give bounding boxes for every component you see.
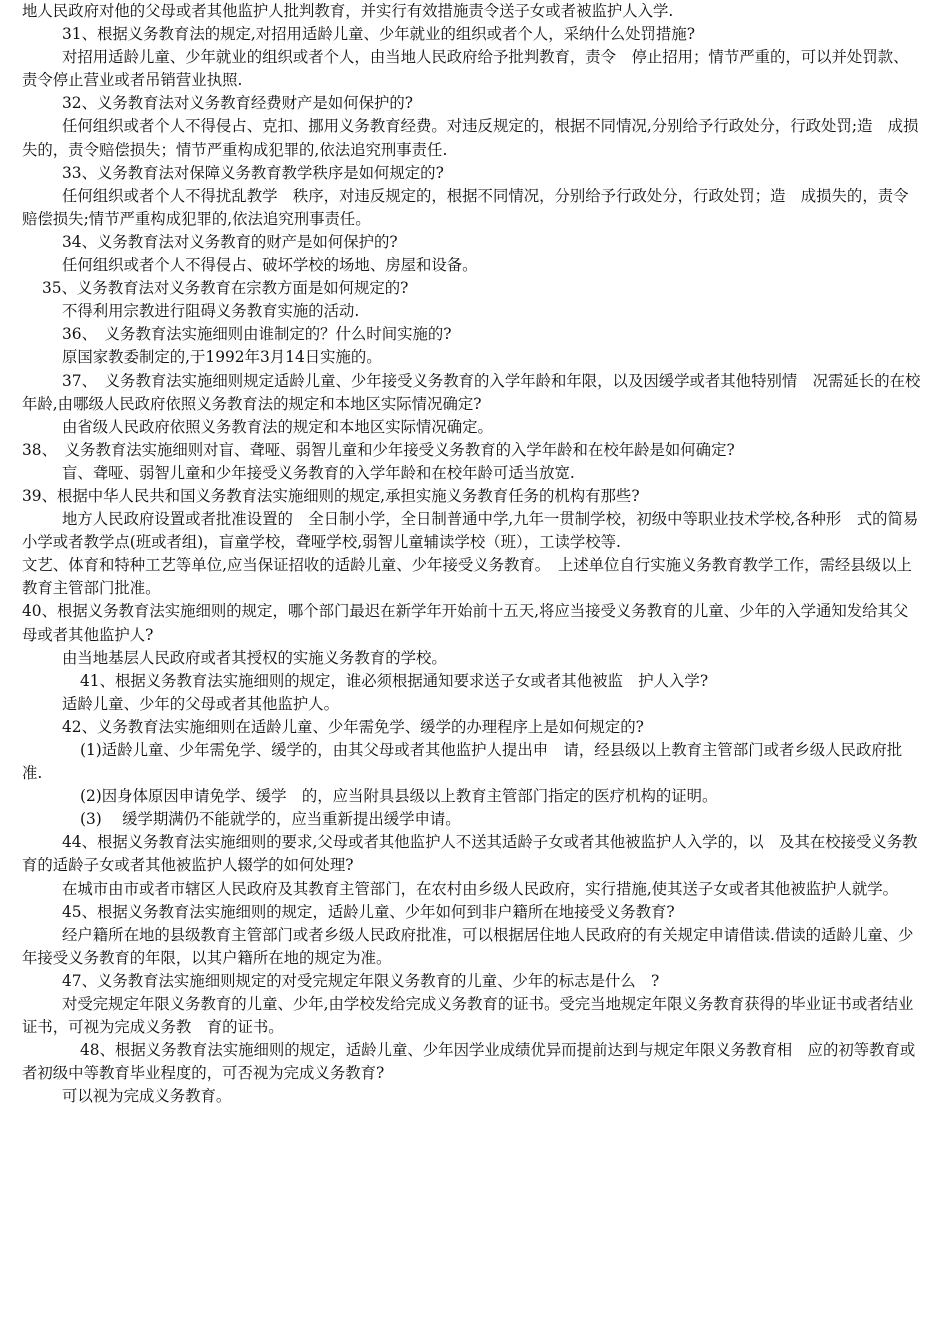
paragraph: 39、根据中华人民共和国义务教育法实施细则的规定,承担实施义务教育任务的机构有那些?	[22, 486, 640, 505]
paragraph: 40、根据义务教育法实施细则的规定，哪个部门最迟在新学年开始前十五天,将应当接受义务教育的儿童、少年的入学通知发给其父母或者其他监护人?	[22, 602, 909, 644]
paragraph: 31、根据义务教育法的规定,对招用适龄儿童、少年就业的组织或者个人，采纳什么处罚措施?	[62, 25, 695, 44]
paragraph: 在城市由市或者市辖区人民政府及其教育主管部门，在农村由乡级人民政府，实行措施,使其送子女或者其他被监护人就学。	[62, 879, 898, 898]
paragraph: 35、义务教育法对义务教育在宗教方面是如何规定的?	[42, 279, 409, 298]
paragraph: 34、义务教育法对义务教育的财产是如何保护的?	[62, 232, 398, 251]
paragraph: 48、根据义务教育法实施细则的规定，适龄儿童、少年因学业成绩优异而提前达到与规定年限义务教育相 应的初等教育或者初级中等教育毕业程度的，可否视为完成义务教育?	[22, 1041, 916, 1083]
paragraph: 任何组织或者个人不得扰乱教学 秩序，对违反规定的，根据不同情况，分别给予行政处分，行政处罚；造 成损失的，责令赔偿损失;情节严重构成犯罪的,依法追究刑事责任。	[22, 186, 909, 228]
paragraph: (1)适龄儿童、少年需免学、缓学的，由其父母或者其他监护人提出申 请，经县级以上教育主管部门或者乡级人民政府批准.	[22, 741, 903, 783]
paragraph: 盲、聋哑、弱智儿童和少年接受义务教育的入学年龄和在校年龄可适当放宽.	[62, 463, 575, 482]
paragraph: 41、根据义务教育法实施细则的规定，谁必须根据通知要求送子女或者其他被监 护人入学?	[80, 671, 709, 690]
paragraph: 对招用适龄儿童、少年就业的组织或者个人，由当地人民政府给予批判教育，责令 停止招用；情节严重的，可以并处罚款、责令停止营业或者吊销营业执照.	[22, 48, 909, 90]
paragraph: 36、 义务教育法实施细则由谁制定的？什么时间实施的?	[62, 325, 452, 344]
paragraph: 由省级人民政府依照义务教育法的规定和本地区实际情况确定。	[62, 417, 493, 436]
paragraph: 地人民政府对他的父母或者其他监护人批判教育，并实行有效措施责令送子女或者被监护人入学.	[22, 2, 674, 20]
paragraph: 45、根据义务教育法实施细则的规定，适龄儿童、少年如何到非户籍所在地接受义务教育?	[62, 902, 675, 921]
paragraph: 经户籍所在地的县级教育主管部门或者乡级人民政府批准，可以根据居住地人民政府的有关规定申请借读.借读的适龄儿童、少年接受义务教育的年限，以其户籍所在地的规定为准。	[22, 925, 914, 967]
paragraph: 原国家教委制定的,于1992年3月14日实施的。	[62, 348, 382, 367]
paragraph: 地方人民政府设置或者批准设置的 全日制小学，全日制普通中学,九年一贯制学校，初级中等职业技术学校,各种形 式的简易小学或者教学点(班或者组)，盲童学校，聋哑学校,弱智儿童辅读学校（班），工读学校等.	[22, 510, 919, 552]
paragraph: (3) 缓学期满仍不能就学的，应当重新提出缓学申请。	[80, 810, 461, 829]
paragraph: 不得利用宗教进行阻碍义务教育实施的活动.	[62, 302, 360, 321]
paragraph: 37、 义务教育法实施细则规定适龄儿童、少年接受义务教育的入学年龄和年限，以及因缓学或者其他特别情 况需延长的在校年龄,由哪级人民政府依照义务教育法的规定和本地区实际情况确定?	[22, 371, 921, 413]
paragraph: 33、义务教育法对保障义务教育教学秩序是如何规定的?	[62, 163, 444, 182]
paragraph: 47、义务教育法实施细则规定的对受完规定年限义务教育的儿童、少年的标志是什么 ?	[62, 971, 660, 990]
paragraph: 任何组织或者个人不得侵占、克扣、挪用义务教育经费。对违反规定的，根据不同情况,分别给予行政处分，行政处罚;造 成损失的，责令赔偿损失；情节严重构成犯罪的,依法追究刑事责任.	[22, 117, 919, 159]
paragraph: 由当地基层人民政府或者其授权的实施义务教育的学校。	[62, 648, 447, 667]
paragraph: 适龄儿童、少年的父母或者其他监护人。	[62, 694, 340, 713]
paragraph: 可以视为完成义务教育。	[62, 1087, 232, 1106]
paragraph: 44、根据义务教育法实施细则的要求,父母或者其他监护人不送其适龄子女或者其他被监护人入学的，以 及其在校接受义务教育的适龄子女或者其他被监护人辍学的如何处理?	[22, 833, 918, 875]
paragraph: 38、 义务教育法实施细则对盲、聋哑、弱智儿童和少年接受义务教育的入学年龄和在校年龄是如何确定?	[22, 440, 735, 459]
paragraph: 任何组织或者个人不得侵占、破坏学校的场地、房屋和设备。	[62, 256, 478, 275]
paragraph: 对受完规定年限义务教育的儿童、少年,由学校发给完成义务教育的证书。受完当地规定年限义务教育获得的毕业证书或者结业证书，可视为完成义务教 育的证书。	[22, 995, 914, 1037]
paragraph: 42、义务教育法实施细则在适龄儿童、少年需免学、缓学的办理程序上是如何规定的?	[62, 717, 644, 736]
paragraph: (2)因身体原因申请免学、缓学 的，应当附具县级以上教育主管部门指定的医疗机构的证明。	[80, 787, 718, 806]
paragraph: 文艺、体育和特种工艺等单位,应当保证招收的适龄儿童、少年接受义务教育。 上述单位自行实施义务教育教学工作，需经县级以上教育主管部门批准。	[22, 556, 912, 598]
paragraph: 32、义务教育法对义务教育经费财产是如何保护的?	[62, 94, 414, 113]
